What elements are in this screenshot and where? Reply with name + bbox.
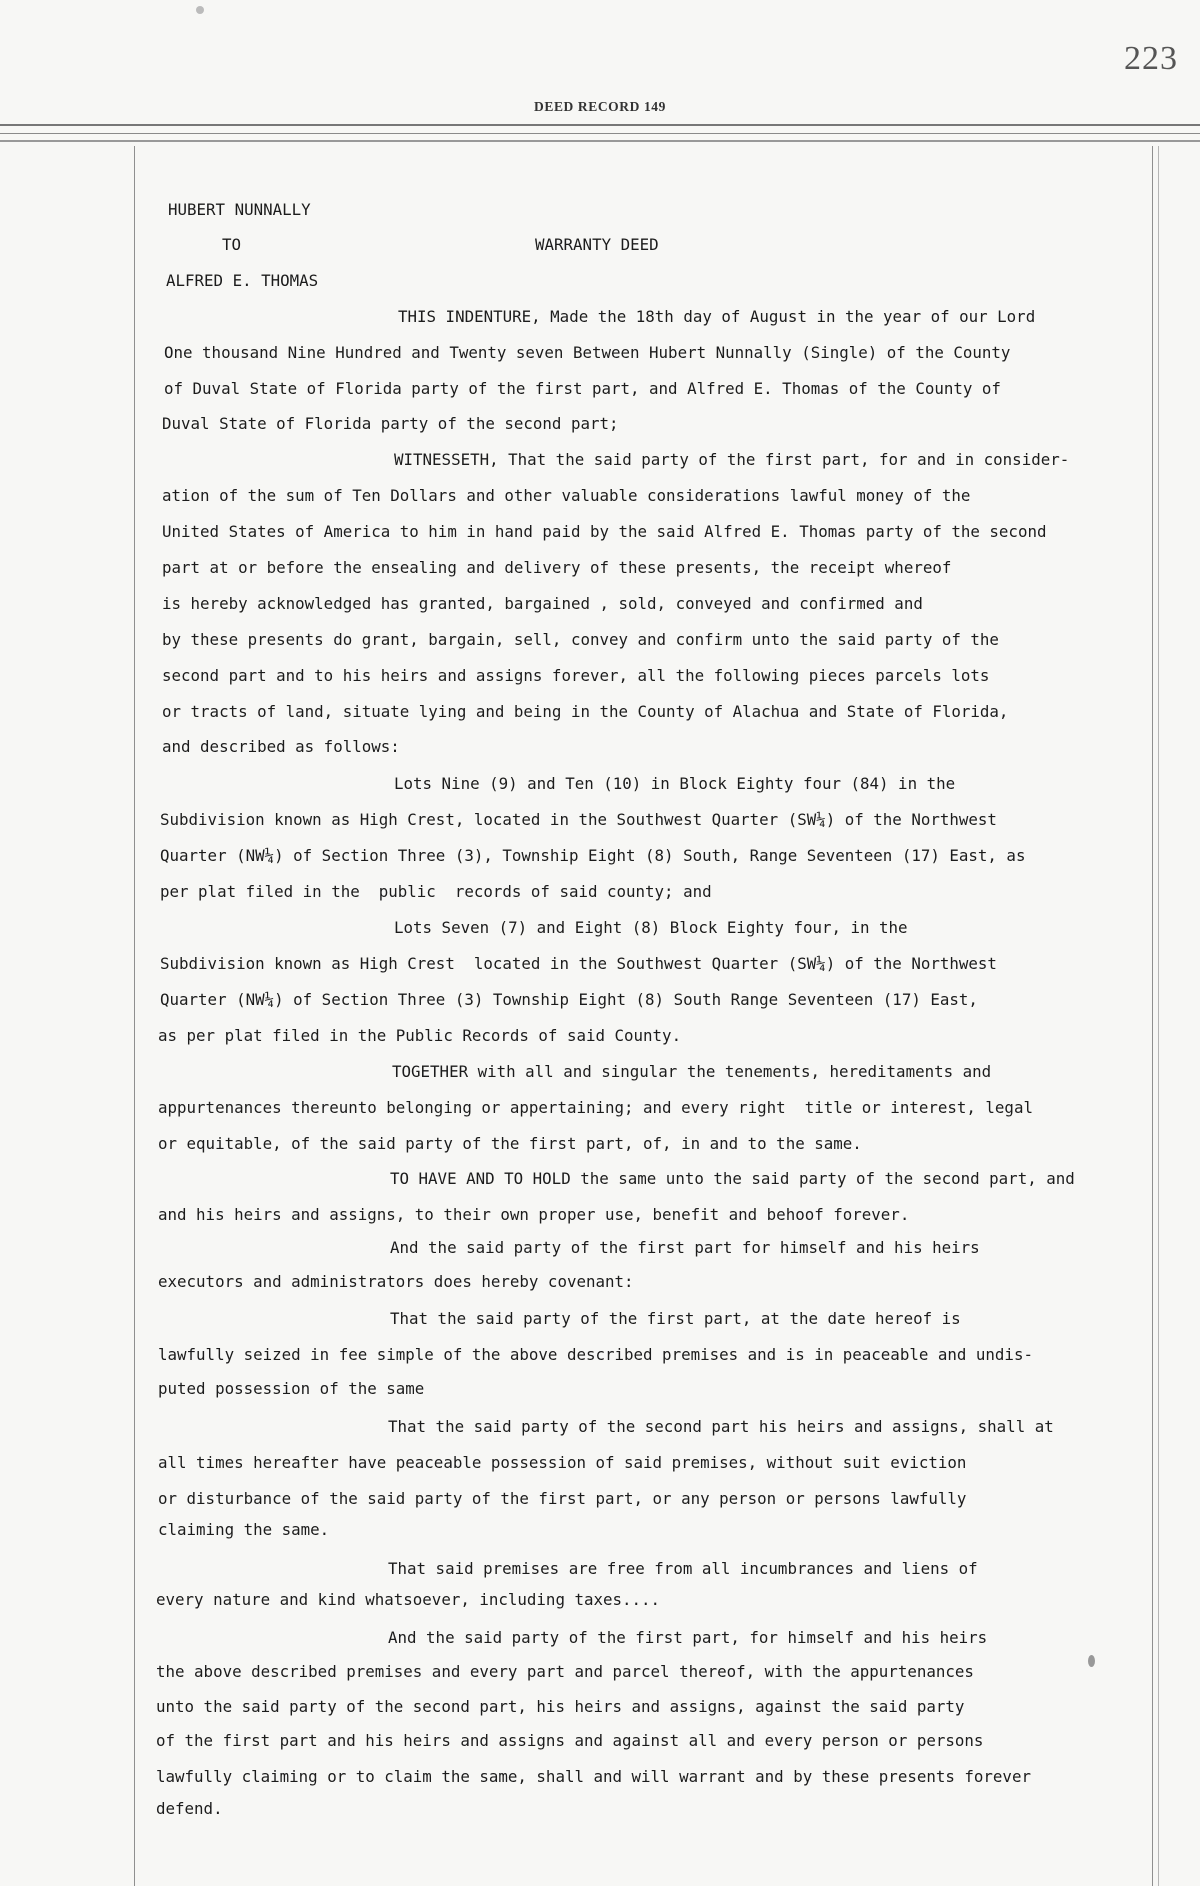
deed-text-line: Lots Nine (9) and Ten (10) in Block Eighty four (84) in the: [394, 774, 956, 793]
deed-text-line: the above described premises and every part and parcel thereof, with the appurtenances: [156, 1662, 974, 1681]
deed-type-title: WARRANTY DEED: [535, 235, 659, 254]
deed-text-line: Quarter (NW¼) of Section Three (3) Township Eight (8) South Range Seventeen (17) East,: [160, 990, 978, 1009]
deed-text-line: That said premises are free from all incumbrances and liens of: [388, 1559, 978, 1578]
deed-text-line: of Duval State of Florida party of the first part, and Alfred E. Thomas of the County of: [164, 379, 1001, 398]
deed-text-line: of the first part and his heirs and assigns and against all and every person or persons: [156, 1731, 984, 1750]
deed-text-line: is hereby acknowledged has granted, bargained , sold, conveyed and confirmed and: [162, 594, 923, 613]
deed-text-line: second part and to his heirs and assigns forever, all the following pieces parcels lots: [162, 666, 990, 685]
deed-text-line: or disturbance of the said party of the first part, or any person or persons lawfully: [158, 1489, 967, 1508]
deed-text-line: per plat filed in the public records of said county; and: [160, 882, 712, 901]
deed-text-line: Duval State of Florida party of the second part;: [162, 414, 619, 433]
deed-text-line: TOGETHER with all and singular the tenements, hereditaments and: [392, 1062, 992, 1081]
deed-text-line: Subdivision known as High Crest, located in the Southwest Quarter (SW¼) of the Northwest: [160, 810, 997, 829]
deed-text-line: ation of the sum of Ten Dollars and other valuable considerations lawful money of the: [162, 486, 971, 505]
page-number: 223: [1124, 40, 1178, 77]
deed-text-line: United States of America to him in hand paid by the said Alfred E. Thomas party of the second: [162, 522, 1047, 541]
deed-text-line: lawfully claiming or to claim the same, shall and will warrant and by these presents forever: [156, 1767, 1031, 1786]
deed-text-line: executors and administrators does hereby covenant:: [158, 1272, 634, 1291]
deed-text-line: THIS INDENTURE, Made the 18th day of August in the year of our Lord: [398, 307, 1036, 326]
deed-text-line: lawfully seized in fee simple of the above described premises and is in peaceable and undis-: [158, 1345, 1033, 1364]
deed-text-line: all times hereafter have peaceable possession of said premises, without suit eviction: [158, 1453, 967, 1472]
deed-text-line: And the said party of the first part for himself and his heirs: [390, 1238, 980, 1257]
deed-text-line: and his heirs and assigns, to their own proper use, benefit and behoof forever.: [158, 1205, 910, 1224]
deed-text-line: Quarter (NW¼) of Section Three (3), Township Eight (8) South, Range Seventeen (17) East, as: [160, 846, 1026, 865]
deed-text-line: and described as follows:: [162, 737, 400, 756]
deed-text-line: puted possession of the same: [158, 1379, 425, 1398]
deed-text-line: unto the said party of the second part, his heirs and assigns, against the said party: [156, 1697, 965, 1716]
deed-text-line: or tracts of land, situate lying and being in the County of Alachua and State of Florida,: [162, 702, 1009, 721]
deed-text-line: as per plat filed in the Public Records of said County.: [158, 1026, 682, 1045]
deed-text-line: or equitable, of the said party of the first part, of, in and to the same.: [158, 1134, 862, 1153]
deed-text-line: That the said party of the second part his heirs and assigns, shall at: [388, 1417, 1054, 1436]
deed-text-line: Subdivision known as High Crest located in the Southwest Quarter (SW¼) of the Northwest: [160, 954, 997, 973]
deed-text-line: by these presents do grant, bargain, sell, convey and confirm unto the said party of the: [162, 630, 999, 649]
deed-text-line: defend.: [156, 1799, 223, 1818]
deed-text-line: One thousand Nine Hundred and Twenty seven Between Hubert Nunnally (Single) of the County: [164, 343, 1011, 362]
deed-text-line: TO HAVE AND TO HOLD the same unto the said party of the second part, and: [390, 1169, 1075, 1188]
grantee-name: ALFRED E. THOMAS: [166, 271, 319, 290]
deed-text-line: Lots Seven (7) and Eight (8) Block Eighty four, in the: [394, 918, 908, 937]
deed-text-line: claiming the same.: [158, 1520, 330, 1539]
deed-text-line: WITNESSETH, That the said party of the first part, for and in consider-: [394, 450, 1070, 469]
to-label: TO: [222, 235, 242, 254]
deed-text-line: That the said party of the first part, at the date hereof is: [390, 1309, 961, 1328]
record-header: DEED RECORD 149: [533, 99, 666, 114]
deed-text-line: part at or before the ensealing and delivery of these presents, the receipt whereof: [162, 558, 952, 577]
grantor-name: HUBERT NUNNALLY: [168, 200, 311, 219]
deed-text-line: appurtenances thereunto belonging or appertaining; and every right title or interest, legal: [158, 1098, 1033, 1117]
deed-text-line: And the said party of the first part, for himself and his heirs: [388, 1628, 988, 1647]
deed-text-line: every nature and kind whatsoever, including taxes....: [156, 1590, 661, 1609]
